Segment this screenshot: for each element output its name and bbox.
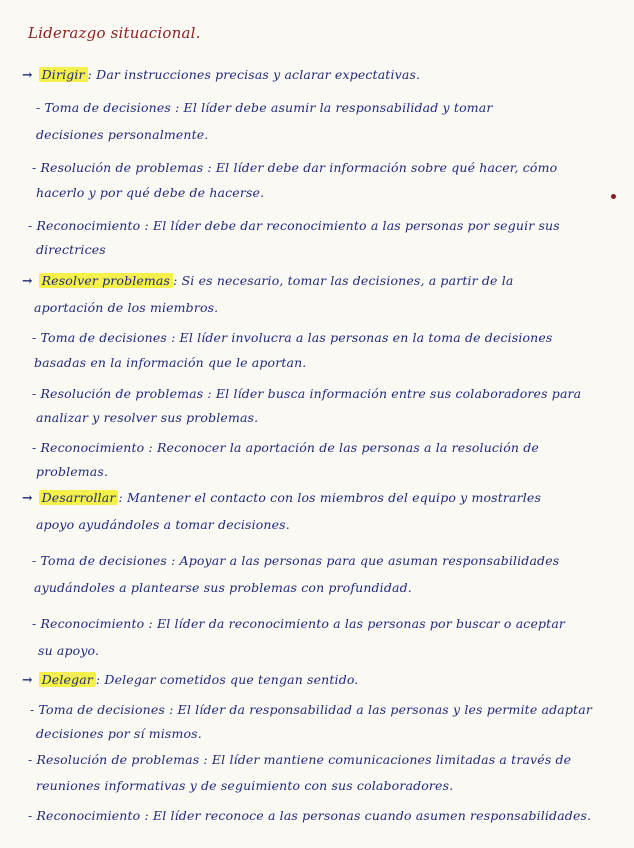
highlighted-heading: Delegar — [39, 672, 96, 687]
note-line — [22, 273, 513, 288]
note-line: directrices — [36, 242, 106, 257]
note-line: su apoyo. — [38, 643, 100, 658]
highlighted-heading: Resolver problemas — [39, 273, 173, 288]
note-line — [22, 672, 358, 687]
note-line: - Toma de decisiones : El líder da responsabilidad a las personas y les permite adaptar — [30, 702, 592, 717]
note-line: basadas en la información que le aportan. — [34, 355, 307, 370]
page-title: Liderazgo situacional. — [28, 24, 201, 42]
note-text: : Si es necesario, tomar las decisiones, a partir de la — [173, 273, 514, 288]
arrow-icon: → — [22, 273, 33, 288]
note-line: - Resolución de problemas : El líder mantiene comunicaciones limitadas a través de — [28, 752, 572, 767]
note-line: analizar y resolver sus problemas. — [36, 410, 259, 425]
note-line: - Toma de decisiones : Apoyar a las personas para que asuman responsabilidades — [32, 553, 560, 568]
note-text: : Mantener el contacto con los miembros del equipo y mostrarles — [118, 490, 542, 505]
note-line: apoyo ayudándoles a tomar decisiones. — [36, 517, 290, 532]
note-line — [22, 67, 420, 82]
note-line: problemas. — [36, 464, 109, 479]
note-line: decisiones por sí mismos. — [36, 726, 202, 741]
note-line — [22, 490, 541, 505]
note-line: - Toma de decisiones : El líder involucra a las personas en la toma de decisiones — [32, 330, 553, 345]
highlighted-heading: Dirigir — [39, 67, 88, 82]
note-line: reuniones informativas y de seguimiento con sus colaboradores. — [36, 778, 454, 793]
ink-dot — [611, 194, 616, 199]
note-line: - Resolución de problemas : El líder debe dar información sobre qué hacer, cómo — [32, 160, 558, 175]
note-line: - Reconocimiento : Reconocer la aportación de las personas a la resolución de — [32, 440, 539, 455]
note-line: - Toma de decisiones : El líder debe asumir la responsabilidad y tomar — [36, 100, 493, 115]
arrow-icon: → — [22, 672, 33, 687]
note-line: decisiones personalmente. — [36, 127, 209, 142]
note-text: : Dar instrucciones precisas y aclarar expectativas. — [87, 67, 421, 82]
note-line: - Reconocimiento : El líder da reconocimiento a las personas por buscar o aceptar — [32, 616, 566, 631]
highlighted-heading: Desarrollar — [39, 490, 119, 505]
note-line: aportación de los miembros. — [34, 300, 219, 315]
note-line: ayudándoles a plantearse sus problemas con profundidad. — [34, 580, 412, 595]
note-line: - Resolución de problemas : El líder busca información entre sus colaboradores para — [32, 386, 582, 401]
note-line: hacerlo y por qué debe de hacerse. — [36, 185, 265, 200]
arrow-icon: → — [22, 67, 33, 82]
note-line: - Reconocimiento : El líder debe dar reconocimiento a las personas por seguir sus — [28, 218, 560, 233]
note-text: : Delegar cometidos que tengan sentido. — [95, 672, 359, 687]
arrow-icon: → — [22, 490, 33, 505]
note-line: - Reconocimiento : El líder reconoce a las personas cuando asumen responsabilidades. — [28, 808, 592, 823]
